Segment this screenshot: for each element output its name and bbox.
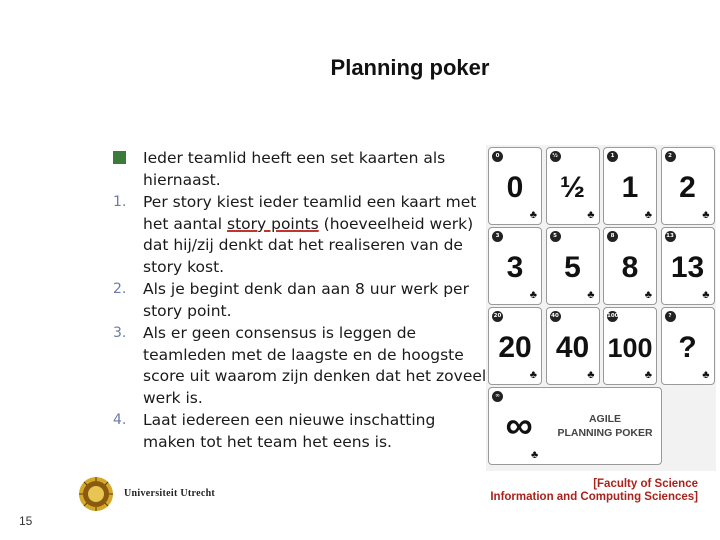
card-value: ½	[559, 171, 586, 204]
list-number: 3.	[113, 325, 127, 341]
poker-card	[546, 147, 600, 225]
card-corner-value: 13	[665, 231, 676, 242]
poker-card	[488, 227, 542, 305]
club-icon: ♣	[529, 209, 537, 221]
poker-card	[661, 227, 715, 305]
club-icon: ♣	[702, 369, 710, 381]
list-item-text: Als er geen consensus is leggen de teamleden met de laagste en de hoogste score uit waarom zijn denken dat het zoveel werk is.	[143, 324, 487, 407]
card-value: 20	[498, 331, 532, 364]
card-value: 5	[564, 251, 581, 284]
poker-card	[488, 147, 542, 225]
card-corner-value: 0	[492, 151, 503, 162]
card-corner-value: 40	[550, 311, 561, 322]
university-seal-icon	[78, 476, 114, 512]
card-corner-value: 5	[550, 231, 561, 242]
poker-card-infinity	[488, 387, 662, 465]
card-corner-value: 2	[665, 151, 676, 162]
club-icon: ♣	[702, 289, 710, 301]
faculty-label	[490, 478, 698, 504]
card-corner-value: 3	[492, 231, 503, 242]
list-item-text: Als je begint denk dan aan 8 uur werk per story point.	[143, 280, 469, 320]
club-icon: ♣	[531, 449, 539, 461]
card-value: 8	[621, 251, 639, 284]
poker-card	[661, 307, 715, 385]
card-value: 3	[506, 251, 524, 284]
card-corner-value: ?	[665, 311, 676, 322]
list-item-text: Laat iedereen een nieuwe inschatting maken tot het team het eens is.	[143, 411, 436, 451]
poker-card	[603, 227, 657, 305]
list-number: 1.	[113, 194, 127, 210]
card-value: 100	[607, 333, 653, 363]
agile-label-line-1: AGILE	[588, 413, 622, 425]
club-icon: ♣	[702, 209, 710, 221]
club-icon: ♣	[644, 289, 652, 301]
square-bullet-icon	[113, 151, 126, 164]
poker-card	[488, 307, 542, 385]
university-name: Universiteit Utrecht	[124, 488, 216, 499]
club-icon: ♣	[644, 369, 652, 381]
card-corner-value: ½	[550, 151, 561, 162]
card-value: 40	[555, 331, 590, 364]
card-corner-value: ∞	[492, 391, 503, 402]
list-number: 2.	[113, 281, 127, 297]
list-item-text: Ieder teamlid heeft een set kaarten als hiernaast.	[143, 149, 446, 189]
card-corner-value: 100	[607, 311, 618, 322]
card-value: ?	[678, 331, 697, 364]
card-value: 1	[621, 171, 639, 204]
list-item-text-after: (hoeveelheid werk) dat hij/zij denkt dat het realiseren van de story kost.	[143, 214, 474, 276]
poker-card	[546, 227, 600, 305]
club-icon: ♣	[529, 369, 537, 381]
list-item-2	[113, 279, 488, 322]
list-item-bullet	[113, 148, 488, 191]
faculty-line-1: [Faculty of Science	[593, 478, 698, 490]
poker-card	[546, 307, 600, 385]
planning-poker-cards-image	[486, 145, 716, 471]
body-list	[113, 148, 488, 454]
page-number: 15	[19, 514, 33, 528]
card-value: 0	[506, 171, 524, 204]
club-icon: ♣	[644, 209, 652, 221]
story-points-link[interactable]: story points	[227, 214, 319, 233]
poker-card	[603, 147, 657, 225]
card-value: 13	[670, 251, 705, 284]
agile-planning-poker-label	[549, 412, 661, 440]
card-value: 2	[679, 171, 696, 204]
club-icon: ♣	[587, 289, 595, 301]
list-item-text-before: Per story kiest ieder teamlid een kaart met het aantal	[143, 193, 477, 233]
faculty-line-2: Information and Computing Sciences]	[490, 491, 698, 503]
slide-title: Planning poker	[330, 55, 490, 80]
club-icon: ♣	[587, 209, 595, 221]
club-icon: ♣	[587, 369, 595, 381]
poker-card	[661, 147, 715, 225]
list-item-1	[113, 192, 488, 278]
list-number: 4.	[113, 412, 127, 428]
club-icon: ♣	[529, 289, 537, 301]
list-item-4	[113, 410, 488, 453]
card-value: ∞	[505, 405, 533, 447]
card-corner-value: 20	[492, 311, 503, 322]
poker-card	[603, 307, 657, 385]
card-corner-value: 1	[607, 151, 618, 162]
card-corner-value: 8	[607, 231, 618, 242]
agile-label-line-2: PLANNING POKER	[557, 427, 653, 439]
list-item-3	[113, 323, 488, 409]
